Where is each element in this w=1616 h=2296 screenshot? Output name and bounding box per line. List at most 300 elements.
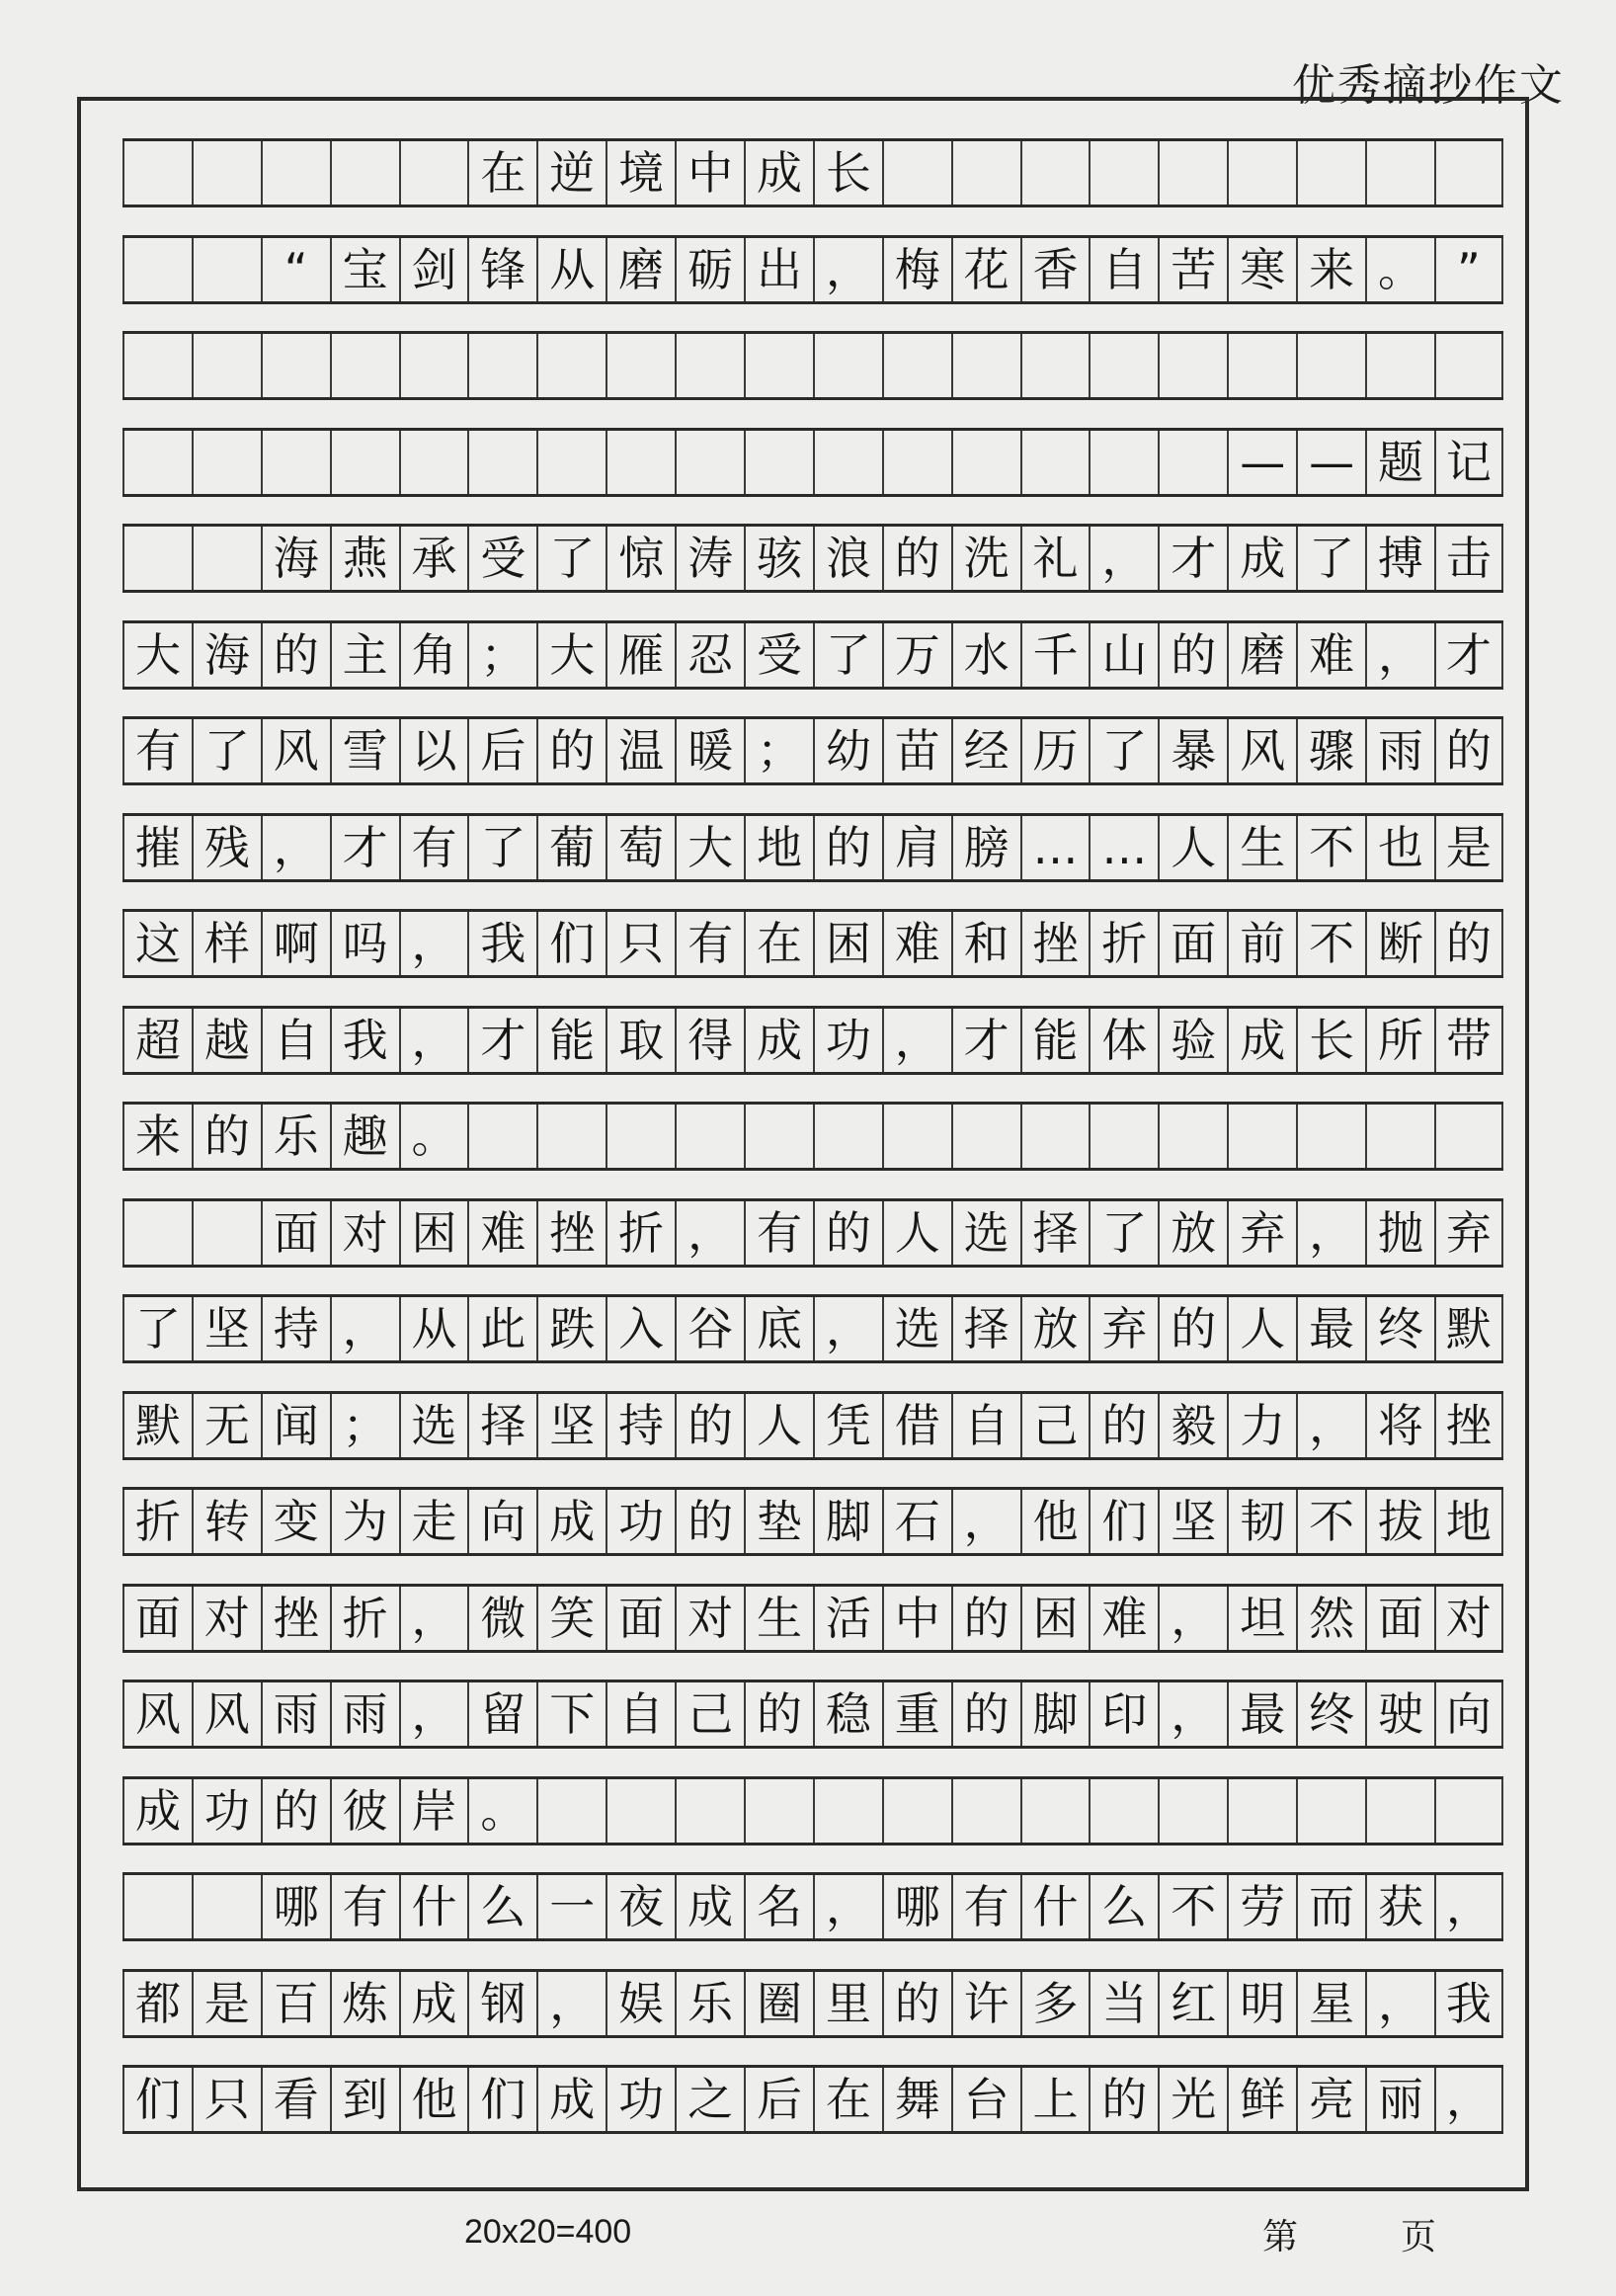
grid-cell: 雨 <box>330 1682 399 1746</box>
grid-cell: 将 <box>1365 1394 1434 1457</box>
grid-cell <box>1089 141 1158 205</box>
grid-cell: 获 <box>1365 1875 1434 1938</box>
grid-cell: 断 <box>1365 912 1434 975</box>
grid-cell <box>813 334 882 397</box>
grid-cell: 成 <box>675 1875 744 1938</box>
grid-cell <box>1158 1105 1227 1168</box>
grid-cell: 了 <box>192 719 261 782</box>
grid-cell: 只 <box>606 912 675 975</box>
grid-cell: 苗 <box>882 719 951 782</box>
grid-cell <box>1227 334 1296 397</box>
grid-cell: 向 <box>1434 1682 1503 1746</box>
grid-cell: 从 <box>399 1297 468 1360</box>
grid-row <box>122 909 1503 978</box>
grid-cell: 活 <box>813 1587 882 1650</box>
grid-cell: 百 <box>261 1972 330 2035</box>
grid-cell: 哪 <box>261 1875 330 1938</box>
grid-cell <box>467 431 536 494</box>
grid-row <box>122 1487 1503 1556</box>
grid-row <box>122 1102 1503 1171</box>
grid-cell: 成 <box>1227 527 1296 590</box>
grid-cell: 大 <box>536 623 606 687</box>
grid-cell <box>122 141 192 205</box>
grid-cell: 弃 <box>1089 1297 1158 1360</box>
grid-cell: 难 <box>882 912 951 975</box>
grid-cell: 的 <box>675 1490 744 1553</box>
grid-cell: 成 <box>744 141 813 205</box>
grid-cell: 底 <box>744 1297 813 1360</box>
grid-cell: 风 <box>261 719 330 782</box>
grid-cell: 来 <box>1296 238 1365 301</box>
grid-cell: 涛 <box>675 527 744 590</box>
grid-cell: 大 <box>122 623 192 687</box>
grid-cell: 出 <box>744 238 813 301</box>
grid-cell: 多 <box>1020 1972 1090 2035</box>
grid-cell: 走 <box>399 1490 468 1553</box>
grid-cell: 生 <box>1227 816 1296 879</box>
grid-cell: 风 <box>122 1682 192 1746</box>
grid-cell: 了 <box>813 623 882 687</box>
grid-row <box>122 620 1503 690</box>
grid-cell: 印 <box>1089 1682 1158 1746</box>
grid-cell: 暖 <box>675 719 744 782</box>
grid-cell: 风 <box>1227 719 1296 782</box>
grid-cell <box>882 141 951 205</box>
grid-cell <box>399 431 468 494</box>
grid-cell: 残 <box>192 816 261 879</box>
grid-cell: 微 <box>467 1587 536 1650</box>
grid-cell <box>467 1105 536 1168</box>
grid-cell: 坚 <box>1158 1490 1227 1553</box>
grid-cell: 们 <box>1089 1490 1158 1553</box>
grid-cell <box>1227 1105 1296 1168</box>
grid-cell: 的 <box>1158 623 1227 687</box>
grid-cell: 上 <box>1020 2068 1090 2131</box>
grid-cell: 驶 <box>1365 1682 1434 1746</box>
grid-cell: 吗 <box>330 912 399 975</box>
grid-cell <box>1089 431 1158 494</box>
grid-cell <box>192 1875 261 1938</box>
grid-cell: 的 <box>951 1587 1020 1650</box>
grid-cell: 浪 <box>813 527 882 590</box>
grid-cell <box>261 334 330 397</box>
grid-cell: 了 <box>122 1297 192 1360</box>
grid-cell: 功 <box>192 1779 261 1843</box>
grid-cell: 受 <box>467 527 536 590</box>
grid-cell: 一 <box>536 1875 606 1938</box>
grid-cell <box>744 1779 813 1843</box>
grid-cell: 所 <box>1365 1009 1434 1072</box>
grid-cell: 里 <box>813 1972 882 2035</box>
grid-cell: 不 <box>1296 816 1365 879</box>
grid-cell: 他 <box>1020 1490 1090 1553</box>
grid-cell: 才 <box>467 1009 536 1072</box>
grid-cell: ， <box>1158 1587 1227 1650</box>
grid-cell: 重 <box>882 1682 951 1746</box>
grid-cell: 是 <box>1434 816 1503 879</box>
grid-cell <box>192 334 261 397</box>
grid-cell: 石 <box>882 1490 951 1553</box>
grid-cell: 膀 <box>951 816 1020 879</box>
grid-cell <box>1089 334 1158 397</box>
page-label-suffix: 页 <box>1401 2217 1437 2257</box>
grid-cell: 对 <box>192 1587 261 1650</box>
grid-row <box>122 716 1503 785</box>
grid-cell: 才 <box>330 816 399 879</box>
grid-cell: 名 <box>744 1875 813 1938</box>
grid-cell: 摧 <box>122 816 192 879</box>
grid-cell: 劳 <box>1227 1875 1296 1938</box>
grid-cell: 自 <box>1089 238 1158 301</box>
grid-cell: 来 <box>122 1105 192 1168</box>
grid-cell: 长 <box>813 141 882 205</box>
grid-cell: 借 <box>882 1394 951 1457</box>
grid-cell: 地 <box>1434 1490 1503 1553</box>
grid-cell: 哪 <box>882 1875 951 1938</box>
grid-count-label: 20x20=400 <box>464 2213 632 2251</box>
grid-cell: 有 <box>122 719 192 782</box>
grid-cell: 成 <box>744 1009 813 1072</box>
grid-cell: 然 <box>1296 1587 1365 1650</box>
grid-cell: 葡 <box>536 816 606 879</box>
grid-cell: 的 <box>882 1972 951 2035</box>
grid-cell: 功 <box>606 1490 675 1553</box>
grid-cell: 肩 <box>882 816 951 879</box>
grid-cell: 面 <box>122 1587 192 1650</box>
grid-cell <box>1296 1105 1365 1168</box>
grid-cell: 了 <box>1296 527 1365 590</box>
grid-cell: 从 <box>536 238 606 301</box>
grid-cell: 折 <box>330 1587 399 1650</box>
grid-cell <box>1296 1779 1365 1843</box>
grid-cell: ， <box>1365 623 1434 687</box>
grid-cell: 后 <box>744 2068 813 2131</box>
grid-cell <box>536 334 606 397</box>
grid-cell: 挫 <box>536 1201 606 1265</box>
grid-cell: 能 <box>1020 1009 1090 1072</box>
grid-cell <box>122 431 192 494</box>
grid-cell: 水 <box>951 623 1020 687</box>
grid-cell: 变 <box>261 1490 330 1553</box>
grid-cell: ， <box>675 1201 744 1265</box>
grid-cell: 选 <box>399 1394 468 1457</box>
grid-cell: 以 <box>399 719 468 782</box>
grid-cell <box>122 238 192 301</box>
grid-cell: 带 <box>1434 1009 1503 1072</box>
grid-cell: 主 <box>330 623 399 687</box>
grid-cell: 脚 <box>813 1490 882 1553</box>
grid-row <box>122 1776 1503 1845</box>
grid-cell: 毅 <box>1158 1394 1227 1457</box>
grid-cell <box>1434 1105 1503 1168</box>
grid-cell: 击 <box>1434 527 1503 590</box>
grid-cell: 终 <box>1296 1682 1365 1746</box>
grid-cell: 逆 <box>536 141 606 205</box>
grid-cell <box>882 1779 951 1843</box>
grid-cell: 只 <box>192 2068 261 2131</box>
grid-cell: 有 <box>330 1875 399 1938</box>
grid-cell: 磨 <box>1227 623 1296 687</box>
grid-cell: 而 <box>1296 1875 1365 1938</box>
grid-cell: 宝 <box>330 238 399 301</box>
grid-cell: 梅 <box>882 238 951 301</box>
grid-cell: 折 <box>122 1490 192 1553</box>
header-tag: 优秀摘抄作文 <box>1292 60 1565 111</box>
grid-cell: 取 <box>606 1009 675 1072</box>
grid-cell: 幼 <box>813 719 882 782</box>
grid-cell <box>1020 1105 1090 1168</box>
grid-cell: 惊 <box>606 527 675 590</box>
grid-cell: 雪 <box>330 719 399 782</box>
grid-cell: 这 <box>122 912 192 975</box>
grid-cell <box>122 1875 192 1938</box>
grid-cell: 向 <box>467 1490 536 1553</box>
grid-cell: 海 <box>261 527 330 590</box>
grid-cell: 不 <box>1296 1490 1365 1553</box>
grid-cell: 花 <box>951 238 1020 301</box>
grid-cell: 燕 <box>330 527 399 590</box>
grid-cell: ， <box>813 1297 882 1360</box>
grid-cell: 都 <box>122 1972 192 2035</box>
grid-cell: 角 <box>399 623 468 687</box>
grid-cell: 之 <box>675 2068 744 2131</box>
grid-cell: 温 <box>606 719 675 782</box>
grid-cell: 对 <box>1434 1587 1503 1650</box>
grid-cell: 了 <box>1089 1201 1158 1265</box>
grid-cell: 挫 <box>1020 912 1090 975</box>
grid-cell: 地 <box>744 816 813 879</box>
grid-cell <box>399 334 468 397</box>
grid-cell: 当 <box>1089 1972 1158 2035</box>
grid-cell: 萄 <box>606 816 675 879</box>
grid-cell <box>536 1105 606 1168</box>
grid-cell: 才 <box>1158 527 1227 590</box>
grid-cell: ， <box>882 1009 951 1072</box>
grid-cell: 坚 <box>536 1394 606 1457</box>
grid-cell: 鲜 <box>1227 2068 1296 2131</box>
grid-cell: 的 <box>261 1779 330 1843</box>
grid-cell: 面 <box>1158 912 1227 975</box>
grid-cell <box>261 141 330 205</box>
grid-cell: 的 <box>951 1682 1020 1746</box>
grid-cell: 海 <box>192 623 261 687</box>
grid-cell: 么 <box>467 1875 536 1938</box>
grid-cell: 。 <box>467 1779 536 1843</box>
grid-cell <box>951 141 1020 205</box>
grid-cell: ， <box>399 1587 468 1650</box>
grid-cell <box>951 334 1020 397</box>
grid-cell: 放 <box>1020 1297 1090 1360</box>
grid-cell: 抛 <box>1365 1201 1434 1265</box>
grid-cell: 忍 <box>675 623 744 687</box>
grid-cell: 有 <box>675 912 744 975</box>
grid-cell: 坚 <box>192 1297 261 1360</box>
grid-cell <box>330 141 399 205</box>
grid-cell: ” <box>1434 238 1503 301</box>
grid-cell: 看 <box>261 2068 330 2131</box>
grid-cell <box>122 334 192 397</box>
grid-cell: 在 <box>813 2068 882 2131</box>
grid-cell: 自 <box>261 1009 330 1072</box>
grid-cell: 验 <box>1158 1009 1227 1072</box>
grid-cell <box>882 1105 951 1168</box>
grid-cell: 了 <box>536 527 606 590</box>
grid-cell: 骤 <box>1296 719 1365 782</box>
grid-cell: 面 <box>606 1587 675 1650</box>
grid-cell: 选 <box>882 1297 951 1360</box>
grid-cell: 才 <box>1434 623 1503 687</box>
grid-cell: 己 <box>1020 1394 1090 1457</box>
grid-cell: … <box>1020 816 1090 879</box>
grid-cell: ， <box>536 1972 606 2035</box>
grid-cell: ； <box>467 623 536 687</box>
grid-cell: 我 <box>1434 1972 1503 2035</box>
grid-cell <box>675 1105 744 1168</box>
grid-cell: 是 <box>192 1972 261 2035</box>
grid-cell: 到 <box>330 2068 399 2131</box>
grid-cell: 。 <box>1365 238 1434 301</box>
grid-cell <box>1158 141 1227 205</box>
grid-cell <box>951 1105 1020 1168</box>
grid-cell <box>399 141 468 205</box>
grid-cell: ， <box>1434 2068 1503 2131</box>
grid-cell <box>882 431 951 494</box>
grid-cell: 香 <box>1020 238 1090 301</box>
grid-cell: ， <box>1434 1875 1503 1938</box>
grid-cell: 么 <box>1089 1875 1158 1938</box>
grid-cell: 的 <box>813 1201 882 1265</box>
grid-cell: 们 <box>122 2068 192 2131</box>
grid-cell: 啊 <box>261 912 330 975</box>
grid-cell: 红 <box>1158 1972 1227 2035</box>
page-label-prefix: 第 <box>1262 2217 1299 2257</box>
grid-cell: 样 <box>192 912 261 975</box>
grid-cell: 亮 <box>1296 2068 1365 2131</box>
grid-cell: 记 <box>1434 431 1503 494</box>
grid-cell: 岸 <box>399 1779 468 1843</box>
grid-cell: 砺 <box>675 238 744 301</box>
grid-cell: 的 <box>1089 2068 1158 2131</box>
grid-cell: 中 <box>675 141 744 205</box>
grid-cell <box>606 1779 675 1843</box>
grid-row <box>122 1872 1503 1941</box>
grid-cell: 得 <box>675 1009 744 1072</box>
grid-cell: 圈 <box>744 1972 813 2035</box>
grid-cell: 的 <box>882 527 951 590</box>
grid-cell: 功 <box>813 1009 882 1072</box>
grid-cell: 磨 <box>606 238 675 301</box>
grid-cell: 择 <box>467 1394 536 1457</box>
grid-row <box>122 1584 1503 1653</box>
grid-cell: ， <box>1089 527 1158 590</box>
grid-cell: 的 <box>1434 719 1503 782</box>
grid-cell: 星 <box>1296 1972 1365 2035</box>
grid-cell: 持 <box>606 1394 675 1457</box>
grid-cell: 体 <box>1089 1009 1158 1072</box>
grid-cell: 钢 <box>467 1972 536 2035</box>
grid-cell: 丽 <box>1365 2068 1434 2131</box>
grid-cell <box>1365 1779 1434 1843</box>
grid-cell: 在 <box>467 141 536 205</box>
grid-cell: 娱 <box>606 1972 675 2035</box>
grid-cell: 韧 <box>1227 1490 1296 1553</box>
grid-cell: 乐 <box>675 1972 744 2035</box>
grid-cell: 山 <box>1089 623 1158 687</box>
grid-cell: 光 <box>1158 2068 1227 2131</box>
grid-cell: 暴 <box>1158 719 1227 782</box>
grid-cell <box>606 1105 675 1168</box>
grid-cell: 和 <box>951 912 1020 975</box>
grid-cell: 他 <box>399 2068 468 2131</box>
grid-cell <box>1365 1105 1434 1168</box>
grid-cell: 才 <box>951 1009 1020 1072</box>
grid-cell: 的 <box>1089 1394 1158 1457</box>
grid-cell <box>951 431 1020 494</box>
grid-cell: 历 <box>1020 719 1090 782</box>
grid-cell <box>606 334 675 397</box>
grid-cell: 的 <box>261 623 330 687</box>
grid-cell: 。 <box>399 1105 468 1168</box>
grid-cell: 明 <box>1227 1972 1296 2035</box>
grid-cell <box>330 334 399 397</box>
grid-cell: 面 <box>1365 1587 1434 1650</box>
grid-cell <box>467 334 536 397</box>
grid-cell: 超 <box>122 1009 192 1072</box>
grid-cell: 为 <box>330 1490 399 1553</box>
grid-cell: 台 <box>951 2068 1020 2131</box>
grid-cell <box>882 334 951 397</box>
grid-cell: 拔 <box>1365 1490 1434 1553</box>
grid-cell: 默 <box>1434 1297 1503 1360</box>
grid-cell: 的 <box>192 1105 261 1168</box>
grid-cell: 的 <box>1434 912 1503 975</box>
grid-cell <box>1089 1779 1158 1843</box>
grid-cell: — <box>1296 431 1365 494</box>
grid-cell: 的 <box>536 719 606 782</box>
grid-row <box>122 1969 1503 2038</box>
grid-cell: 舞 <box>882 2068 951 2131</box>
composition-sheet <box>77 97 1529 2191</box>
grid-cell: 挫 <box>261 1587 330 1650</box>
grid-cell: 不 <box>1296 912 1365 975</box>
grid-cell <box>1227 141 1296 205</box>
grid-cell: 人 <box>882 1201 951 1265</box>
grid-cell: 功 <box>606 2068 675 2131</box>
grid-cell <box>536 431 606 494</box>
grid-cell: 有 <box>951 1875 1020 1938</box>
grid-cell <box>606 431 675 494</box>
grid-cell <box>1227 1779 1296 1843</box>
grid-cell <box>192 527 261 590</box>
grid-cell: 无 <box>192 1394 261 1457</box>
grid-cell <box>1365 141 1434 205</box>
grid-cell <box>813 1779 882 1843</box>
grid-cell: 许 <box>951 1972 1020 2035</box>
grid-cell <box>951 1779 1020 1843</box>
grid-row <box>122 235 1503 304</box>
grid-cell: ， <box>1296 1394 1365 1457</box>
grid-cell <box>1434 1779 1503 1843</box>
grid-cell: 默 <box>122 1394 192 1457</box>
grid-cell: 大 <box>675 816 744 879</box>
grid-cell: ， <box>1158 1682 1227 1746</box>
grid-cell: 什 <box>399 1875 468 1938</box>
grid-cell <box>744 334 813 397</box>
grid-cell: 困 <box>399 1201 468 1265</box>
grid-cell: 礼 <box>1020 527 1090 590</box>
grid-cell: 自 <box>606 1682 675 1746</box>
grid-cell: 境 <box>606 141 675 205</box>
